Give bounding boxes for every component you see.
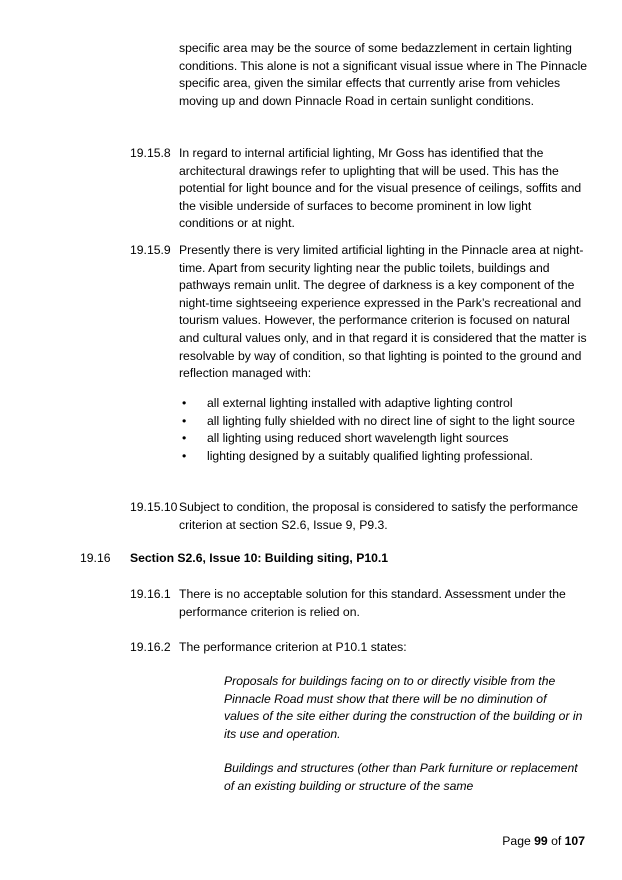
item-number: 19.15.10 (130, 500, 178, 514)
list-item: • all lighting fully shielded with no direct line of sight to the light source (179, 413, 599, 431)
lighting-conditions-list (179, 395, 599, 465)
intro-paragraph: specific area may be the source of some bedazzlement in certain lighting conditions. This alone is not a significant visual issue where in The Pinnacle specific area, given the similar effects that currently arise from vehicles moving up and down Pinnacle Road in certain sunlight conditions. (179, 41, 588, 108)
item-text: In regard to internal artificial lighting, Mr Goss has identified that the architectural drawings refer to uplighting that will be used. This has the potential for light bounce and for the visual presence of ceilings, soffits and the visible underside of surfaces to become prominent in low light conditions or at night. (179, 146, 582, 231)
current-page-number: 99 (534, 834, 548, 848)
item-number: 19.15.9 (130, 243, 171, 257)
quoted-criterion: Buildings and structures (other than Park furniture or replacement of an existing building or structure of the same (224, 761, 578, 793)
section-heading: Section S2.6, Issue 10: Building siting, P10.1 (130, 551, 389, 565)
bullet-icon: • (182, 396, 187, 410)
item-number: 19.16.2 (130, 640, 171, 654)
item-text: Presently there is very limited artificial lighting in the Pinnacle area at night-time. Apart from security lighting near the public toilets, buildings and pathways remain unlit. The degree of darkness is a key component of the night-time sightseeing experience expressed in the Park’s recreational and tourism values. However, the performance criterion is focused on natural and cultural values only, and in that regard it is considered that the matter is resolvable by way of condition, so that lighting is pointed to the ground and reflection managed with: (179, 243, 587, 381)
section-number: 19.16 (80, 551, 111, 565)
bullet-icon: • (182, 448, 187, 463)
bullet-icon: • (182, 431, 187, 446)
page-footer: Page 99 of 107 (502, 834, 585, 848)
list-item: • all lighting using reduced short wavelength light sources (179, 430, 599, 448)
list-item: • lighting designed by a suitably qualified lighting professional. (179, 448, 599, 466)
bullet-icon: • (182, 413, 187, 428)
item-text: The performance criterion at P10.1 states: (179, 640, 407, 654)
item-number: 19.16.1 (130, 587, 171, 601)
item-text: Subject to condition, the proposal is considered to satisfy the performance criterion at section S2.6, Issue 9, P9.3. (179, 500, 579, 532)
list-item: • all external lighting installed with adaptive lighting control (179, 395, 599, 413)
total-pages: 107 (564, 834, 585, 848)
quoted-criterion: Proposals for buildings facing on to or directly visible from the Pinnacle Road must show that there will be no diminution of values of the site either during the construction of the building or in its use and operation. (224, 674, 583, 741)
item-number: 19.15.8 (130, 146, 171, 160)
item-text: There is no acceptable solution for this standard. Assessment under the performance criterion is relied on. (179, 587, 566, 619)
